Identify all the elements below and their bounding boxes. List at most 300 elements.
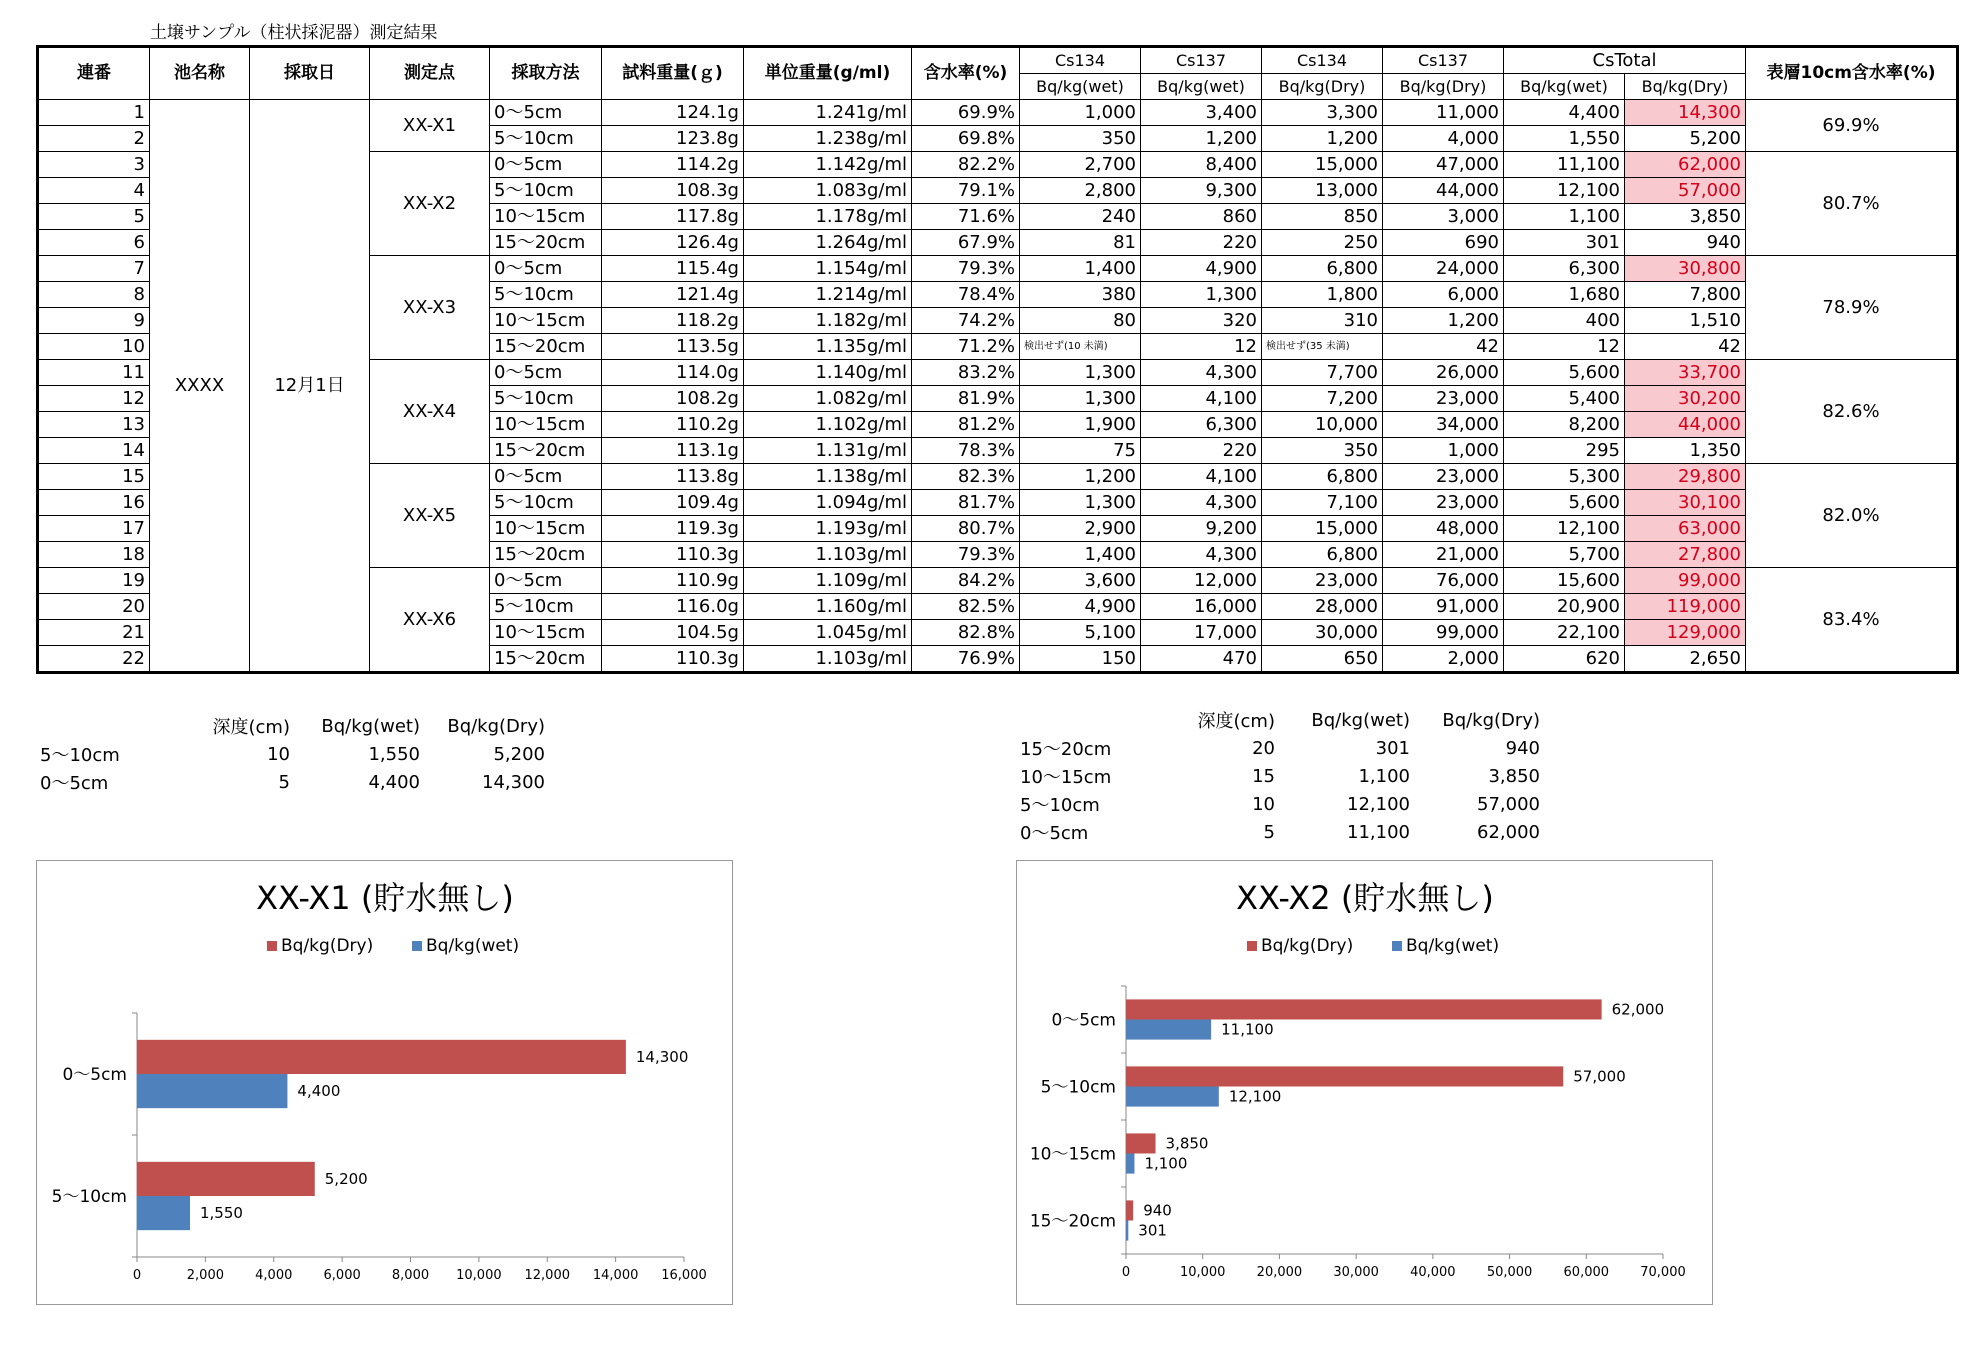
point-cell: XX-X5 xyxy=(370,464,490,568)
category-label: 5～10cm xyxy=(1040,1077,1116,1098)
unit-weight-cell: 1.109g/ml xyxy=(744,568,912,594)
cs134-wet-cell: 1,300 xyxy=(1020,490,1141,516)
weight-cell: 124.1g xyxy=(602,100,744,126)
x-tick-label: 50,000 xyxy=(1486,1265,1533,1280)
cs134-dry-cell: 15,000 xyxy=(1262,516,1383,542)
category-label: 5～10cm xyxy=(51,1187,127,1207)
summary-table-x1 xyxy=(40,712,545,796)
row-no: 18 xyxy=(38,542,150,568)
cs137-wet-cell: 12,000 xyxy=(1141,568,1262,594)
total-dry-cell: 119,000 xyxy=(1625,594,1746,620)
total-dry-cell: 42 xyxy=(1625,334,1746,360)
weight-cell: 110.2g xyxy=(602,412,744,438)
cs137-wet-cell: 3,400 xyxy=(1141,100,1262,126)
total-dry-cell: 27,800 xyxy=(1625,542,1746,568)
mini-cell: 940 xyxy=(1505,737,1540,759)
cs137-wet-cell: 4,300 xyxy=(1141,542,1262,568)
legend-swatch xyxy=(412,941,422,951)
moisture-cell: 82.8% xyxy=(912,620,1020,646)
method-cell: 15～20cm xyxy=(490,542,602,568)
method-cell: 0～5cm xyxy=(490,152,602,178)
total-wet-cell: 5,300 xyxy=(1504,464,1625,490)
cs134-dry-cell: 6,800 xyxy=(1262,256,1383,282)
unit-weight-cell: 1.241g/ml xyxy=(744,100,912,126)
x-tick-label: 30,000 xyxy=(1333,1265,1379,1280)
method-cell: 5～10cm xyxy=(490,282,602,308)
unit-weight-cell: 1.135g/ml xyxy=(744,334,912,360)
weight-cell: 116.0g xyxy=(602,594,744,620)
total-dry-cell: 63,000 xyxy=(1625,516,1746,542)
total-wet-cell: 12 xyxy=(1504,334,1625,360)
legend-swatch xyxy=(1247,941,1257,951)
cs137-dry-cell: 3,000 xyxy=(1383,204,1504,230)
bar xyxy=(1126,1133,1156,1153)
weight-cell: 115.4g xyxy=(602,256,744,282)
total-dry-cell: 940 xyxy=(1625,230,1746,256)
total-dry-cell: 57,000 xyxy=(1625,178,1746,204)
cs134-wet-cell: 3,600 xyxy=(1020,568,1141,594)
row-no: 10 xyxy=(38,334,150,360)
x-tick-label: 14,000 xyxy=(592,1268,639,1283)
unit-weight-cell: 1.140g/ml xyxy=(744,360,912,386)
cs137-dry-cell: 42 xyxy=(1383,334,1504,360)
method-cell: 10～15cm xyxy=(490,204,602,230)
unit-weight-cell: 1.138g/ml xyxy=(744,464,912,490)
surface-moisture-cell: 78.9% xyxy=(1746,256,1958,360)
legend-label: Bq/kg(Dry) xyxy=(1261,936,1354,956)
cs137-wet-cell: 17,000 xyxy=(1141,620,1262,646)
x-tick-label: 8,000 xyxy=(391,1268,430,1283)
total-wet-cell: 1,680 xyxy=(1504,282,1625,308)
surface-moisture-cell: 82.0% xyxy=(1746,464,1958,568)
data-label: 1,100 xyxy=(1144,1154,1188,1173)
cs137-wet-cell: 4,300 xyxy=(1141,490,1262,516)
cs134-dry-cell: 6,800 xyxy=(1262,542,1383,568)
total-wet-cell: 22,100 xyxy=(1504,620,1625,646)
cs134-dry-cell: 350 xyxy=(1262,438,1383,464)
method-cell: 10～15cm xyxy=(490,308,602,334)
weight-cell: 114.0g xyxy=(602,360,744,386)
moisture-cell: 79.1% xyxy=(912,178,1020,204)
bar xyxy=(1126,1066,1563,1086)
chart-xx-x2 xyxy=(1016,860,1713,1305)
mini-header: Bq/kg(Dry) xyxy=(1442,709,1540,731)
category-label: 15～20cm xyxy=(1029,1211,1116,1232)
moisture-cell: 83.2% xyxy=(912,360,1020,386)
mini-cell: 10～15cm xyxy=(1020,767,1112,788)
data-label: 301 xyxy=(1138,1221,1167,1240)
surface-moisture-cell: 83.4% xyxy=(1746,568,1958,673)
weight-cell: 117.8g xyxy=(602,204,744,230)
bar xyxy=(1126,1200,1133,1220)
row-no: 11 xyxy=(38,360,150,386)
cs137-wet-cell: 6,300 xyxy=(1141,412,1262,438)
unit-weight-cell: 1.045g/ml xyxy=(744,620,912,646)
total-wet-cell: 5,700 xyxy=(1504,542,1625,568)
weight-cell: 118.2g xyxy=(602,308,744,334)
header-method: 採取方法 xyxy=(490,47,602,100)
data-label: 5,200 xyxy=(324,1169,368,1188)
method-cell: 5～10cm xyxy=(490,594,602,620)
mini-cell: 5 xyxy=(278,771,290,793)
moisture-cell: 69.8% xyxy=(912,126,1020,152)
cs137-dry-cell: 23,000 xyxy=(1383,386,1504,412)
total-dry-cell: 30,100 xyxy=(1625,490,1746,516)
moisture-cell: 79.3% xyxy=(912,542,1020,568)
legend-swatch xyxy=(267,941,277,951)
legend-label: Bq/kg(wet) xyxy=(1406,936,1500,956)
total-dry-cell: 44,000 xyxy=(1625,412,1746,438)
results-table xyxy=(36,45,1959,674)
cs137-wet-cell: 4,900 xyxy=(1141,256,1262,282)
mini-cell: 0～5cm xyxy=(1020,823,1089,844)
unit-weight-cell: 1.154g/ml xyxy=(744,256,912,282)
method-cell: 5～10cm xyxy=(490,126,602,152)
total-dry-cell: 3,850 xyxy=(1625,204,1746,230)
unit-weight-cell: 1.083g/ml xyxy=(744,178,912,204)
chart-xx-x2-svg xyxy=(1017,861,1712,1304)
moisture-cell: 67.9% xyxy=(912,230,1020,256)
row-no: 4 xyxy=(38,178,150,204)
mini-cell: 12,100 xyxy=(1347,793,1410,815)
category-label: 0～5cm xyxy=(62,1065,127,1085)
cs134-dry-cell: 30,000 xyxy=(1262,620,1383,646)
cs134-dry-cell: 3,300 xyxy=(1262,100,1383,126)
mini-cell: 57,000 xyxy=(1477,793,1540,815)
data-label: 57,000 xyxy=(1573,1067,1626,1086)
mini-cell: 0～5cm xyxy=(40,773,109,794)
bar xyxy=(1126,1087,1219,1107)
total-wet-cell: 5,600 xyxy=(1504,360,1625,386)
cs134-wet-cell: 検出せず(10 未満) xyxy=(1020,334,1141,360)
cs137-wet-cell: 220 xyxy=(1141,438,1262,464)
cs134-dry-cell: 7,100 xyxy=(1262,490,1383,516)
row-no: 1 xyxy=(38,100,150,126)
results-body xyxy=(38,100,1958,673)
row-no: 22 xyxy=(38,646,150,673)
x-tick-label: 0 xyxy=(1121,1265,1131,1280)
mini-cell: 5,200 xyxy=(493,743,545,765)
data-label: 1,550 xyxy=(199,1204,243,1223)
cs134-dry-cell: 15,000 xyxy=(1262,152,1383,178)
data-label: 14,300 xyxy=(635,1047,689,1066)
mini-header: 深度(cm) xyxy=(212,717,290,738)
cs134-wet-cell: 1,300 xyxy=(1020,360,1141,386)
cs137-wet-cell: 9,200 xyxy=(1141,516,1262,542)
cs137-dry-cell: 99,000 xyxy=(1383,620,1504,646)
method-cell: 5～10cm xyxy=(490,386,602,412)
total-wet-cell: 1,550 xyxy=(1504,126,1625,152)
mini-header: 深度(cm) xyxy=(1197,711,1275,732)
cs137-dry-cell: 690 xyxy=(1383,230,1504,256)
cs134-wet-cell: 1,000 xyxy=(1020,100,1141,126)
legend-label: Bq/kg(wet) xyxy=(426,936,520,956)
row-no: 14 xyxy=(38,438,150,464)
x-tick-label: 60,000 xyxy=(1563,1265,1610,1280)
data-label: 3,850 xyxy=(1165,1134,1209,1153)
weight-cell: 121.4g xyxy=(602,282,744,308)
cs137-wet-cell: 1,300 xyxy=(1141,282,1262,308)
header-unit-weight: 単位重量(g/ml) xyxy=(744,47,912,100)
method-cell: 10～15cm xyxy=(490,516,602,542)
unit-weight-cell: 1.103g/ml xyxy=(744,646,912,673)
total-dry-cell: 33,700 xyxy=(1625,360,1746,386)
moisture-cell: 74.2% xyxy=(912,308,1020,334)
mini-header: Bq/kg(wet) xyxy=(321,715,420,737)
cs134-wet-cell: 5,100 xyxy=(1020,620,1141,646)
x-tick-label: 0 xyxy=(132,1268,142,1283)
moisture-cell: 76.9% xyxy=(912,646,1020,673)
moisture-cell: 81.2% xyxy=(912,412,1020,438)
cs134-wet-cell: 2,800 xyxy=(1020,178,1141,204)
total-dry-cell: 1,510 xyxy=(1625,308,1746,334)
cs137-dry-cell: 24,000 xyxy=(1383,256,1504,282)
row-no: 15 xyxy=(38,464,150,490)
unit-weight-cell: 1.193g/ml xyxy=(744,516,912,542)
header-cs137-wet: Cs137 xyxy=(1141,47,1262,74)
cs137-dry-cell: 1,000 xyxy=(1383,438,1504,464)
cs134-wet-cell: 1,300 xyxy=(1020,386,1141,412)
weight-cell: 113.1g xyxy=(602,438,744,464)
category-label: 10～15cm xyxy=(1029,1144,1116,1165)
header-moisture: 含水率(%) xyxy=(912,47,1020,100)
total-wet-cell: 1,100 xyxy=(1504,204,1625,230)
cs134-dry-cell: 7,700 xyxy=(1262,360,1383,386)
cs137-dry-cell: 4,000 xyxy=(1383,126,1504,152)
cs134-wet-cell: 1,400 xyxy=(1020,542,1141,568)
total-dry-cell: 29,800 xyxy=(1625,464,1746,490)
unit-weight-cell: 1.182g/ml xyxy=(744,308,912,334)
header-unit: Bq/kg(wet) xyxy=(1020,74,1141,100)
table-row xyxy=(38,100,1958,126)
method-cell: 0～5cm xyxy=(490,568,602,594)
cs134-dry-cell: 1,800 xyxy=(1262,282,1383,308)
bar xyxy=(1126,1221,1128,1241)
weight-cell: 114.2g xyxy=(602,152,744,178)
total-dry-cell: 30,800 xyxy=(1625,256,1746,282)
surface-moisture-cell: 69.9% xyxy=(1746,100,1958,152)
mini-cell: 20 xyxy=(1252,737,1275,759)
cs134-wet-cell: 80 xyxy=(1020,308,1141,334)
point-cell: XX-X2 xyxy=(370,152,490,256)
weight-cell: 119.3g xyxy=(602,516,744,542)
cs134-wet-cell: 75 xyxy=(1020,438,1141,464)
pond-name-cell: XXXX xyxy=(150,100,250,673)
weight-cell: 126.4g xyxy=(602,230,744,256)
unit-weight-cell: 1.238g/ml xyxy=(744,126,912,152)
bar xyxy=(1126,1154,1134,1174)
cs137-dry-cell: 26,000 xyxy=(1383,360,1504,386)
x-tick-label: 2,000 xyxy=(186,1268,224,1283)
x-tick-label: 10,000 xyxy=(1179,1265,1226,1280)
cs134-dry-cell: 650 xyxy=(1262,646,1383,673)
legend-label: Bq/kg(Dry) xyxy=(281,936,374,956)
x-tick-label: 12,000 xyxy=(524,1268,570,1283)
total-wet-cell: 620 xyxy=(1504,646,1625,673)
method-cell: 0～5cm xyxy=(490,100,602,126)
unit-weight-cell: 1.264g/ml xyxy=(744,230,912,256)
header-surface-moisture: 表層10cm含水率(%) xyxy=(1746,47,1958,100)
mini-cell: 1,100 xyxy=(1358,765,1410,787)
method-cell: 15～20cm xyxy=(490,646,602,673)
cs134-wet-cell: 2,900 xyxy=(1020,516,1141,542)
chart-xx-x1 xyxy=(36,860,733,1305)
row-no: 7 xyxy=(38,256,150,282)
cs134-wet-cell: 1,200 xyxy=(1020,464,1141,490)
cs134-wet-cell: 81 xyxy=(1020,230,1141,256)
bar xyxy=(137,1196,190,1230)
total-wet-cell: 8,200 xyxy=(1504,412,1625,438)
row-no: 3 xyxy=(38,152,150,178)
bar xyxy=(137,1040,626,1074)
mini-cell: 301 xyxy=(1375,737,1410,759)
cs137-wet-cell: 9,300 xyxy=(1141,178,1262,204)
mini-cell: 1,550 xyxy=(368,743,420,765)
cs134-wet-cell: 150 xyxy=(1020,646,1141,673)
total-wet-cell: 6,300 xyxy=(1504,256,1625,282)
cs134-dry-cell: 310 xyxy=(1262,308,1383,334)
row-no: 12 xyxy=(38,386,150,412)
x-tick-label: 70,000 xyxy=(1640,1265,1686,1280)
weight-cell: 110.3g xyxy=(602,542,744,568)
cs134-wet-cell: 1,400 xyxy=(1020,256,1141,282)
method-cell: 15～20cm xyxy=(490,334,602,360)
chart-title: XX-X1 (貯水無し) xyxy=(256,879,514,917)
mini-header: Bq/kg(Dry) xyxy=(447,715,545,737)
header-pond: 池名称 xyxy=(150,47,250,100)
weight-cell: 113.5g xyxy=(602,334,744,360)
cs134-wet-cell: 1,900 xyxy=(1020,412,1141,438)
row-no: 2 xyxy=(38,126,150,152)
mini-cell: 4,400 xyxy=(368,771,420,793)
total-wet-cell: 12,100 xyxy=(1504,516,1625,542)
method-cell: 10～15cm xyxy=(490,620,602,646)
total-wet-cell: 5,600 xyxy=(1504,490,1625,516)
header-no: 連番 xyxy=(38,47,150,100)
total-dry-cell: 2,650 xyxy=(1625,646,1746,673)
row-no: 17 xyxy=(38,516,150,542)
category-label: 0～5cm xyxy=(1051,1010,1116,1031)
header-cstotal: CsTotal xyxy=(1504,47,1746,74)
cs134-wet-cell: 4,900 xyxy=(1020,594,1141,620)
cs137-wet-cell: 16,000 xyxy=(1141,594,1262,620)
unit-weight-cell: 1.082g/ml xyxy=(744,386,912,412)
method-cell: 15～20cm xyxy=(490,230,602,256)
cs134-dry-cell: 1,200 xyxy=(1262,126,1383,152)
cs137-wet-cell: 8,400 xyxy=(1141,152,1262,178)
row-no: 8 xyxy=(38,282,150,308)
x-tick-label: 6,000 xyxy=(323,1268,361,1283)
header-unit: Bq/kg(Dry) xyxy=(1262,74,1383,100)
moisture-cell: 81.7% xyxy=(912,490,1020,516)
cs137-dry-cell: 76,000 xyxy=(1383,568,1504,594)
method-cell: 0～5cm xyxy=(490,256,602,282)
header-unit: Bq/kg(Dry) xyxy=(1383,74,1504,100)
moisture-cell: 69.9% xyxy=(912,100,1020,126)
total-wet-cell: 20,900 xyxy=(1504,594,1625,620)
header-unit: Bq/kg(Dry) xyxy=(1625,74,1746,100)
moisture-cell: 71.2% xyxy=(912,334,1020,360)
weight-cell: 110.9g xyxy=(602,568,744,594)
total-wet-cell: 301 xyxy=(1504,230,1625,256)
cs137-wet-cell: 860 xyxy=(1141,204,1262,230)
total-wet-cell: 15,600 xyxy=(1504,568,1625,594)
cs137-dry-cell: 11,000 xyxy=(1383,100,1504,126)
mini-cell: 62,000 xyxy=(1477,821,1540,843)
row-no: 16 xyxy=(38,490,150,516)
mini-cell: 10 xyxy=(267,743,290,765)
mini-cell: 11,100 xyxy=(1347,821,1410,843)
data-label: 62,000 xyxy=(1611,1000,1665,1019)
bar xyxy=(137,1074,287,1108)
cs137-dry-cell: 1,200 xyxy=(1383,308,1504,334)
data-label: 12,100 xyxy=(1228,1087,1282,1106)
cs137-wet-cell: 470 xyxy=(1141,646,1262,673)
cs137-dry-cell: 48,000 xyxy=(1383,516,1504,542)
cs134-dry-cell: 検出せず(35 未満) xyxy=(1262,334,1383,360)
total-wet-cell: 295 xyxy=(1504,438,1625,464)
method-cell: 10～15cm xyxy=(490,412,602,438)
mini-cell: 5～10cm xyxy=(1020,795,1100,816)
cs137-wet-cell: 1,200 xyxy=(1141,126,1262,152)
unit-weight-cell: 1.178g/ml xyxy=(744,204,912,230)
cs137-dry-cell: 21,000 xyxy=(1383,542,1504,568)
header-cs137-dry: Cs137 xyxy=(1383,47,1504,74)
mini-cell: 10 xyxy=(1252,793,1275,815)
summary-table-x2 xyxy=(1020,706,1540,846)
weight-cell: 104.5g xyxy=(602,620,744,646)
unit-weight-cell: 1.160g/ml xyxy=(744,594,912,620)
weight-cell: 110.3g xyxy=(602,646,744,673)
x-tick-label: 40,000 xyxy=(1410,1265,1456,1280)
cs137-wet-cell: 12 xyxy=(1141,334,1262,360)
bar xyxy=(137,1162,315,1196)
data-label: 940 xyxy=(1143,1201,1172,1220)
unit-weight-cell: 1.103g/ml xyxy=(744,542,912,568)
header-unit: Bq/kg(wet) xyxy=(1504,74,1625,100)
weight-cell: 109.4g xyxy=(602,490,744,516)
unit-weight-cell: 1.214g/ml xyxy=(744,282,912,308)
total-wet-cell: 5,400 xyxy=(1504,386,1625,412)
method-cell: 0～5cm xyxy=(490,360,602,386)
surface-moisture-cell: 80.7% xyxy=(1746,152,1958,256)
cs134-dry-cell: 23,000 xyxy=(1262,568,1383,594)
sheet-title: 土壌サンプル（柱状採泥器）測定結果 xyxy=(150,23,438,43)
method-cell: 5～10cm xyxy=(490,178,602,204)
cs134-dry-cell: 28,000 xyxy=(1262,594,1383,620)
unit-weight-cell: 1.131g/ml xyxy=(744,438,912,464)
total-dry-cell: 30,200 xyxy=(1625,386,1746,412)
mini-cell: 15～20cm xyxy=(1020,739,1112,760)
mini-cell: 5～10cm xyxy=(40,745,120,766)
cs134-dry-cell: 7,200 xyxy=(1262,386,1383,412)
cs134-dry-cell: 13,000 xyxy=(1262,178,1383,204)
cs137-dry-cell: 44,000 xyxy=(1383,178,1504,204)
weight-cell: 113.8g xyxy=(602,464,744,490)
unit-weight-cell: 1.094g/ml xyxy=(744,490,912,516)
cs137-dry-cell: 47,000 xyxy=(1383,152,1504,178)
unit-weight-cell: 1.102g/ml xyxy=(744,412,912,438)
moisture-cell: 79.3% xyxy=(912,256,1020,282)
total-dry-cell: 7,800 xyxy=(1625,282,1746,308)
cs134-wet-cell: 350 xyxy=(1020,126,1141,152)
cs137-dry-cell: 2,000 xyxy=(1383,646,1504,673)
header-date: 採取日 xyxy=(250,47,370,100)
total-wet-cell: 4,400 xyxy=(1504,100,1625,126)
cs137-wet-cell: 4,100 xyxy=(1141,464,1262,490)
method-cell: 5～10cm xyxy=(490,490,602,516)
header-cs134-wet: Cs134 xyxy=(1020,47,1141,74)
